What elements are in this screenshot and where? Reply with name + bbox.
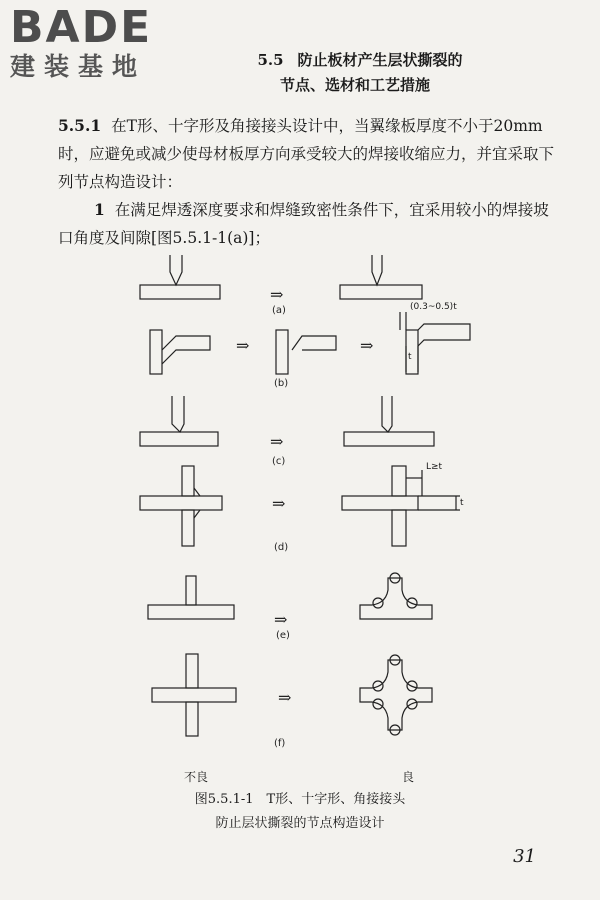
arrow-b1: ⇒ — [236, 336, 250, 355]
sublabel-b: (b) — [274, 378, 289, 389]
sublabel-d: (d) — [274, 542, 289, 553]
section-title-line1: 防止板材产生层状撕裂的 — [297, 51, 463, 69]
sublabel-c: (c) — [272, 456, 286, 467]
section-number: 5.5 — [257, 51, 284, 69]
diagram-a-good — [340, 255, 422, 299]
sublabel-f: (f) — [274, 738, 286, 749]
arrow-e: ⇒ — [274, 610, 288, 629]
diagram-a-bad — [140, 255, 220, 299]
bad-label: 不良 — [184, 770, 209, 784]
item-text: 在满足焊透深度要求和焊缝致密性条件下，宜采用较小的焊接坡口角度及间隙[图5.5.1-1(a)]； — [58, 201, 549, 247]
clause-text: 在T形、十字形及角接接头设计中，当翼缘板厚度不小于20mm时，应避免或减少使母材板厚方向承受较大的焊接收缩应力，并宜采取下列节点构造设计： — [58, 117, 555, 191]
section-title-line2: 节点、选材和工艺措施 — [279, 76, 430, 94]
arrow-c: ⇒ — [270, 432, 284, 451]
arrow-b2: ⇒ — [360, 336, 374, 355]
logo-sub-text: 建装基地 — [10, 52, 147, 81]
arrow-a: ⇒ — [270, 285, 284, 304]
dim-d-length: L≥t — [426, 462, 443, 472]
diagram-e-bad — [148, 576, 234, 619]
arrow-d: ⇒ — [272, 494, 286, 513]
diagram-b-good — [400, 312, 470, 374]
diagram-c-good — [344, 396, 434, 446]
dim-b-gap: (0.3~0.5)t — [410, 302, 457, 312]
arrow-f: ⇒ — [278, 688, 292, 707]
diagram-e-good — [360, 573, 432, 619]
dim-d-thickness: t — [460, 498, 464, 508]
diagram-c-bad — [140, 396, 218, 446]
diagram-b-bad — [150, 330, 210, 374]
figure-caption-line1: 图5.5.1-1 T形、十字形、角接接头 — [194, 792, 406, 807]
sublabel-e: (e) — [276, 630, 290, 641]
dim-b-thickness: t — [408, 352, 412, 362]
item-number: 1 — [94, 200, 105, 219]
good-label: 良 — [402, 770, 415, 784]
diagram-d-bad — [140, 466, 222, 546]
diagram-f-bad — [152, 654, 236, 736]
figure-caption-line2: 防止层状撕裂的节点构造设计 — [215, 816, 385, 831]
diagram-f-good — [360, 655, 432, 735]
page-number: 31 — [513, 846, 536, 867]
diagram-d-good — [342, 466, 460, 546]
diagram-b-mid — [276, 330, 336, 374]
sublabel-a: (a) — [272, 305, 286, 316]
logo-main-text: BADE — [10, 2, 153, 53]
clause-number: 5.5.1 — [58, 116, 102, 135]
